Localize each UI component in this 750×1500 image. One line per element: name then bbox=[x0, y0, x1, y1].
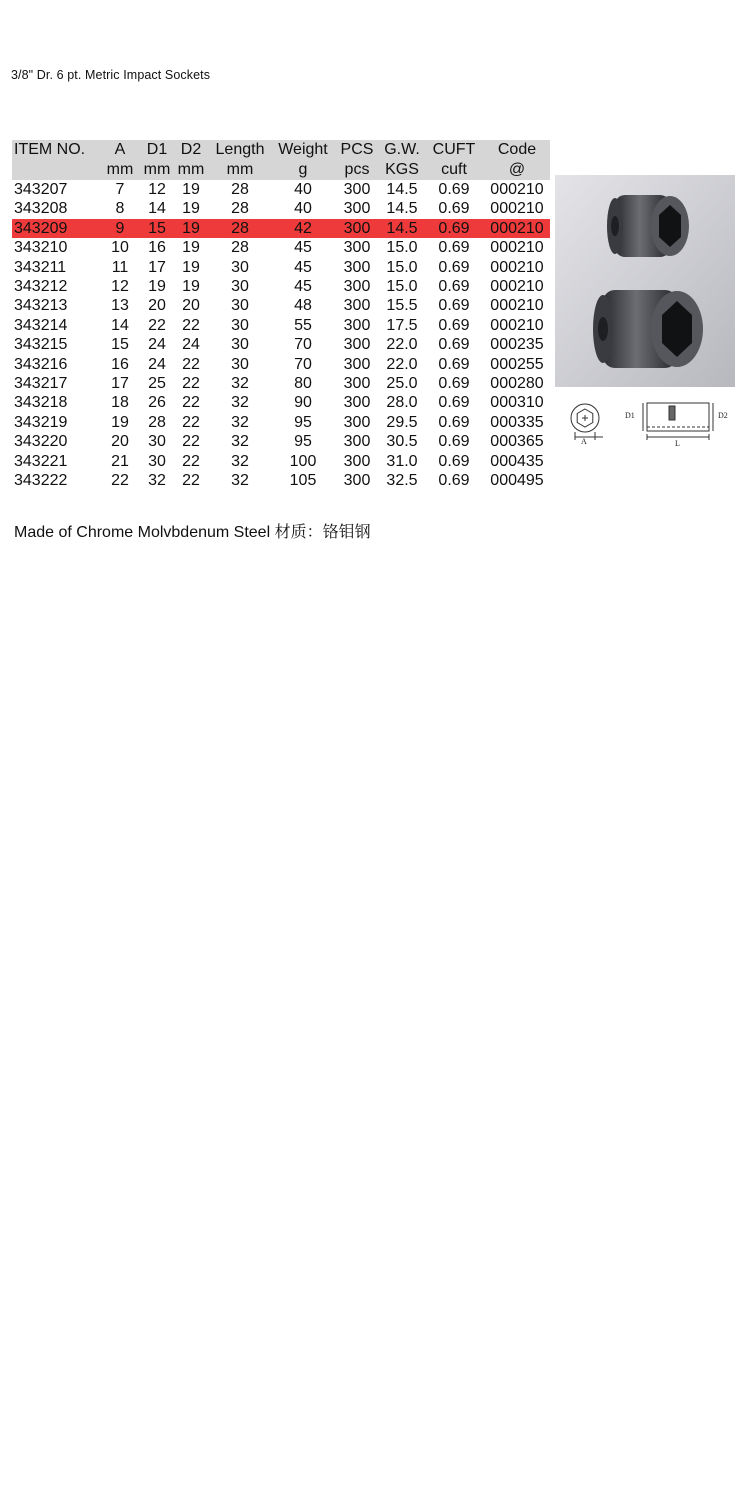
cell-length: 30 bbox=[231, 258, 249, 276]
cell-length: 32 bbox=[231, 452, 249, 470]
table-row bbox=[12, 277, 550, 296]
cell-pcs: 300 bbox=[343, 278, 371, 296]
cell-item-no: 343219 bbox=[14, 413, 68, 431]
cell-d2: 22 bbox=[182, 316, 200, 334]
cell-d1: 28 bbox=[148, 413, 166, 431]
cell-cuft: 0.69 bbox=[438, 452, 470, 470]
unit-header-gw: KGS bbox=[380, 160, 424, 180]
unit-header-a: mm bbox=[100, 160, 140, 180]
cell-d1: 30 bbox=[148, 433, 166, 451]
cell-a: 9 bbox=[100, 219, 140, 238]
label-l: L bbox=[675, 439, 680, 448]
cell-pcs: 300 bbox=[343, 200, 371, 218]
cell-length: 30 bbox=[231, 297, 249, 315]
cell-code: 000495 bbox=[490, 472, 544, 490]
unit-header-code: @ bbox=[484, 160, 550, 180]
cell-gw: 28.0 bbox=[386, 394, 418, 412]
cell-pcs: 300 bbox=[343, 355, 371, 373]
cell-weight: 40 bbox=[294, 181, 312, 198]
cell-a: 11 bbox=[111, 258, 129, 276]
cell-gw: 22.0 bbox=[386, 355, 418, 373]
cell-weight: 45 bbox=[294, 239, 312, 257]
table-row bbox=[12, 432, 550, 451]
cell-item-no: 343216 bbox=[14, 355, 68, 373]
cell-pcs: 300 bbox=[343, 258, 371, 276]
cell-gw: 15.0 bbox=[386, 239, 418, 257]
cell-code: 000310 bbox=[490, 394, 544, 412]
cell-cuft: 0.69 bbox=[438, 200, 470, 218]
cell-item-no: 343210 bbox=[14, 239, 68, 257]
cell-cuft: 0.69 bbox=[438, 239, 470, 257]
cell-item-no: 343208 bbox=[14, 200, 68, 218]
socket-small bbox=[607, 195, 689, 257]
cell-d2: 22 bbox=[182, 355, 200, 373]
cell-cuft: 0.69 bbox=[424, 219, 484, 238]
cell-cuft: 0.69 bbox=[438, 433, 470, 451]
unit-header-d2: mm bbox=[174, 160, 208, 180]
column-header-d2: D2 bbox=[174, 140, 208, 160]
cell-length: 32 bbox=[231, 413, 249, 431]
header-row-units bbox=[12, 160, 550, 180]
cell-d1: 24 bbox=[148, 355, 166, 373]
cell-gw: 32.5 bbox=[386, 472, 418, 490]
cell-d1: 17 bbox=[148, 258, 166, 276]
cell-pcs: 300 bbox=[343, 239, 371, 257]
cell-item-no: 343215 bbox=[14, 336, 68, 354]
cell-item-no: 343211 bbox=[14, 258, 67, 276]
cell-weight: 90 bbox=[294, 394, 312, 412]
cell-cuft: 0.69 bbox=[438, 336, 470, 354]
cell-d1: 22 bbox=[148, 316, 166, 334]
cell-weight: 95 bbox=[294, 413, 312, 431]
cell-item-no: 343214 bbox=[14, 316, 68, 334]
cell-length: 30 bbox=[231, 278, 249, 296]
cell-d2: 19 bbox=[174, 219, 208, 238]
cell-gw: 15.0 bbox=[386, 258, 418, 276]
cell-length: 32 bbox=[231, 375, 249, 393]
cell-length: 32 bbox=[231, 433, 249, 451]
cell-pcs: 300 bbox=[343, 297, 371, 315]
cell-a: 20 bbox=[111, 433, 129, 451]
cell-a: 21 bbox=[111, 452, 129, 470]
table-row bbox=[12, 335, 550, 354]
cell-item-no: 343221 bbox=[14, 452, 68, 470]
column-header-a: A bbox=[100, 140, 140, 160]
column-header-gw: G.W. bbox=[380, 140, 424, 160]
unit-header-d1: mm bbox=[140, 160, 174, 180]
cell-gw: 14.5 bbox=[386, 181, 418, 198]
table-row bbox=[12, 296, 550, 315]
column-header-pcs: PCS bbox=[334, 140, 380, 160]
cell-code: 000210 bbox=[490, 258, 544, 276]
cell-weight: 70 bbox=[294, 355, 312, 373]
socket-end-view bbox=[571, 404, 603, 440]
table-row bbox=[12, 374, 550, 393]
cell-gw: 31.0 bbox=[386, 452, 418, 470]
cell-cuft: 0.69 bbox=[438, 355, 470, 373]
cell-item-no: 343209 bbox=[12, 219, 100, 238]
cell-cuft: 0.69 bbox=[438, 297, 470, 315]
cell-weight: 48 bbox=[294, 297, 312, 315]
cell-pcs: 300 bbox=[343, 336, 371, 354]
table-row bbox=[12, 199, 550, 218]
unit-header-item-no bbox=[12, 160, 100, 180]
cell-length: 30 bbox=[231, 336, 249, 354]
cell-length: 32 bbox=[231, 472, 249, 490]
cell-code: 000210 bbox=[484, 219, 550, 238]
table-row bbox=[12, 413, 550, 432]
cell-weight: 40 bbox=[294, 200, 312, 218]
cell-d2: 22 bbox=[182, 375, 200, 393]
cell-weight: 45 bbox=[294, 278, 312, 296]
cell-gw: 14.5 bbox=[380, 219, 424, 238]
cell-a: 8 bbox=[115, 200, 125, 218]
cell-weight: 45 bbox=[294, 258, 312, 276]
cell-length: 32 bbox=[231, 394, 249, 412]
cell-cuft: 0.69 bbox=[438, 413, 470, 431]
table-row bbox=[12, 471, 550, 490]
cell-item-no: 343218 bbox=[14, 394, 68, 412]
cell-pcs: 300 bbox=[343, 452, 371, 470]
cell-d2: 22 bbox=[182, 472, 200, 490]
cell-d1: 32 bbox=[148, 472, 166, 490]
cell-d1: 14 bbox=[148, 200, 166, 218]
cell-item-no: 343207 bbox=[14, 181, 68, 198]
cell-d2: 22 bbox=[182, 433, 200, 451]
cell-code: 000210 bbox=[490, 200, 544, 218]
cell-d2: 19 bbox=[182, 239, 200, 257]
cell-code: 000280 bbox=[490, 375, 544, 393]
socket-large bbox=[593, 290, 703, 368]
column-header-weight: Weight bbox=[272, 140, 334, 160]
cell-pcs: 300 bbox=[343, 472, 371, 490]
cell-a: 14 bbox=[111, 316, 129, 334]
cell-pcs: 300 bbox=[343, 394, 371, 412]
cell-a: 17 bbox=[111, 375, 129, 393]
cell-d2: 24 bbox=[182, 336, 200, 354]
cell-d2: 22 bbox=[182, 394, 200, 412]
label-d1: D1 bbox=[625, 411, 635, 420]
cell-a: 15 bbox=[111, 336, 129, 354]
cell-gw: 15.5 bbox=[386, 297, 418, 315]
cell-a: 7 bbox=[115, 181, 125, 198]
cell-d1: 16 bbox=[148, 239, 166, 257]
cell-weight: 70 bbox=[294, 336, 312, 354]
cell-cuft: 0.69 bbox=[438, 472, 470, 490]
cell-a: 13 bbox=[111, 297, 129, 315]
cell-cuft: 0.69 bbox=[438, 375, 470, 393]
cell-weight: 80 bbox=[294, 375, 312, 393]
cell-length: 28 bbox=[231, 200, 249, 218]
column-header-code: Code bbox=[484, 140, 550, 160]
cell-item-no: 343222 bbox=[14, 472, 68, 490]
cell-weight: 55 bbox=[294, 316, 312, 334]
cell-d2: 19 bbox=[182, 181, 200, 198]
cell-d2: 19 bbox=[182, 258, 200, 276]
cell-item-no: 343212 bbox=[14, 278, 68, 296]
cell-d1: 15 bbox=[140, 219, 174, 238]
socket-photo bbox=[555, 175, 735, 387]
cell-length: 30 bbox=[231, 316, 249, 334]
table-row bbox=[12, 180, 550, 199]
cell-cuft: 0.69 bbox=[438, 181, 470, 198]
cell-pcs: 300 bbox=[343, 413, 371, 431]
cell-cuft: 0.69 bbox=[438, 258, 470, 276]
table-body bbox=[12, 180, 550, 491]
cell-d2: 22 bbox=[182, 413, 200, 431]
material-note: Made of Chrome Molvbdenum Steel 材质：铬钼钢 bbox=[14, 524, 371, 541]
table-row bbox=[12, 316, 550, 335]
socket-side-view bbox=[643, 403, 713, 440]
cell-length: 28 bbox=[231, 239, 249, 257]
cell-length: 28 bbox=[231, 181, 249, 198]
cell-code: 000435 bbox=[490, 452, 544, 470]
cell-length: 28 bbox=[208, 219, 272, 238]
table-row bbox=[12, 355, 550, 374]
column-header-cuft: CUFT bbox=[424, 140, 484, 160]
unit-header-pcs: pcs bbox=[334, 160, 380, 180]
cell-gw: 15.0 bbox=[386, 278, 418, 296]
cell-gw: 30.5 bbox=[386, 433, 418, 451]
label-a: A bbox=[581, 437, 587, 446]
cell-pcs: 300 bbox=[343, 181, 371, 198]
cell-pcs: 300 bbox=[334, 219, 380, 238]
cell-item-no: 343220 bbox=[14, 433, 68, 451]
unit-header-weight: g bbox=[272, 160, 334, 180]
cell-d1: 26 bbox=[148, 394, 166, 412]
column-header-length: Length bbox=[208, 140, 272, 160]
cell-d2: 20 bbox=[182, 297, 200, 315]
cell-cuft: 0.69 bbox=[438, 316, 470, 334]
cell-a: 16 bbox=[111, 355, 129, 373]
cell-gw: 29.5 bbox=[386, 413, 418, 431]
cell-weight: 105 bbox=[289, 472, 317, 490]
table-row bbox=[12, 219, 550, 238]
table-row bbox=[12, 452, 550, 471]
cell-a: 10 bbox=[111, 239, 129, 257]
label-d2: D2 bbox=[718, 411, 728, 420]
cell-d1: 20 bbox=[148, 297, 166, 315]
cell-gw: 22.0 bbox=[386, 336, 418, 354]
cell-pcs: 300 bbox=[343, 316, 371, 334]
cell-code: 000255 bbox=[490, 355, 544, 373]
cell-d1: 25 bbox=[148, 375, 166, 393]
table-row bbox=[12, 238, 550, 257]
cell-code: 000210 bbox=[490, 297, 544, 315]
cell-cuft: 0.69 bbox=[438, 394, 470, 412]
cell-a: 19 bbox=[111, 413, 129, 431]
cell-a: 22 bbox=[111, 472, 129, 490]
cell-d1: 19 bbox=[148, 278, 166, 296]
cell-weight: 42 bbox=[272, 219, 334, 238]
spec-table bbox=[12, 140, 550, 491]
cell-code: 000210 bbox=[490, 278, 544, 296]
cell-d1: 30 bbox=[148, 452, 166, 470]
cell-d2: 19 bbox=[182, 278, 200, 296]
cell-code: 000210 bbox=[490, 239, 544, 257]
table-row bbox=[12, 393, 550, 412]
column-header-item-no: ITEM NO. bbox=[12, 140, 100, 160]
cell-code: 000235 bbox=[490, 336, 544, 354]
table-row bbox=[12, 258, 550, 277]
cell-code: 000210 bbox=[490, 181, 544, 198]
cell-d1: 12 bbox=[148, 181, 166, 198]
cell-pcs: 300 bbox=[343, 375, 371, 393]
cell-a: 18 bbox=[111, 394, 129, 412]
cell-weight: 100 bbox=[289, 452, 317, 470]
socket-dimension-drawing bbox=[563, 396, 738, 448]
cell-a: 12 bbox=[111, 278, 129, 296]
cell-d2: 19 bbox=[182, 200, 200, 218]
cell-gw: 25.0 bbox=[386, 375, 418, 393]
cell-gw: 17.5 bbox=[386, 316, 418, 334]
column-header-d1: D1 bbox=[140, 140, 174, 160]
unit-header-cuft: cuft bbox=[424, 160, 484, 180]
cell-code: 000335 bbox=[490, 413, 544, 431]
cell-item-no: 343213 bbox=[14, 297, 68, 315]
unit-header-length: mm bbox=[208, 160, 272, 180]
cell-pcs: 300 bbox=[343, 433, 371, 451]
cell-length: 30 bbox=[231, 355, 249, 373]
cell-code: 000365 bbox=[490, 433, 544, 451]
header-row-top bbox=[12, 140, 550, 160]
cell-gw: 14.5 bbox=[386, 200, 418, 218]
cell-code: 000210 bbox=[490, 316, 544, 334]
cell-item-no: 343217 bbox=[14, 375, 68, 393]
cell-cuft: 0.69 bbox=[438, 278, 470, 296]
page-title: 3/8" Dr. 6 pt. Metric Impact Sockets bbox=[11, 68, 211, 82]
cell-d2: 22 bbox=[182, 452, 200, 470]
cell-weight: 95 bbox=[294, 433, 312, 451]
cell-d1: 24 bbox=[148, 336, 166, 354]
